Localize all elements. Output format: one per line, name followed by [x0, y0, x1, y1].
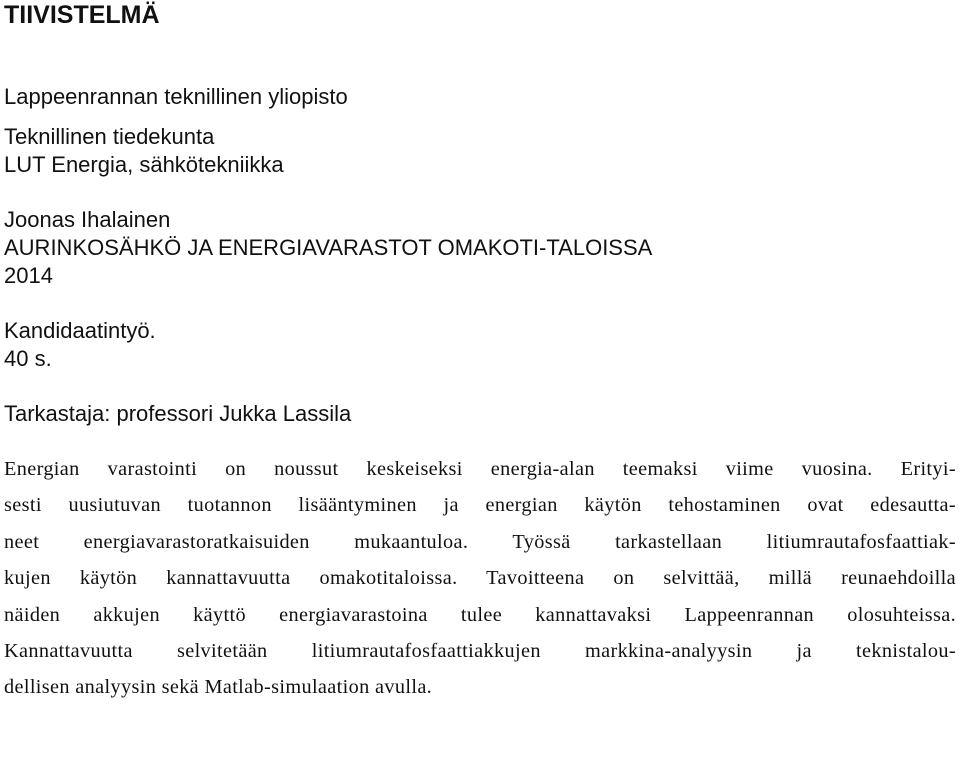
abstract-heading: TIIVISTELMÄ: [4, 1, 160, 29]
abstract-line: Energian varastointi on noussut keskeiseksi energia-alan teemaksi viime vuosina. Erityi-: [4, 458, 956, 480]
thesis-year: 2014: [4, 263, 53, 288]
abstract-line: Kannattavuutta selvitetään litiumrautafosfaattiakkujen markkina-analyysin ja teknistalou-: [4, 640, 956, 663]
abstract-line: neet energiavarastoratkaisuiden mukaantuloa. Työssä tarkastellaan litiumrautafosfaattiak-: [4, 530, 956, 553]
examiner: Tarkastaja: professori Jukka Lassila: [4, 401, 352, 426]
thesis-type: Kandidaatintyö.: [4, 318, 156, 343]
abstract-line: dellisen analyysin sekä Matlab-simulaation avulla.: [4, 676, 433, 699]
abstract-body: [4, 451, 956, 706]
faculty-name: Teknillinen tiedekunta: [4, 124, 215, 149]
thesis-title: AURINKOSÄHKÖ JA ENERGIAVARASTOT OMAKOTI-TALOISSA: [4, 235, 653, 260]
abstract-line: kujen käytön kannattavuutta omakotitaloissa. Tavoitteena on selvittää, millä reunaehdoilla: [4, 567, 956, 590]
university-name: Lappeenrannan teknillinen yliopisto: [4, 84, 348, 109]
author-name: Joonas Ihalainen: [4, 207, 171, 232]
department-name: LUT Energia, sähkötekniikka: [4, 152, 284, 177]
page-count: 40 s.: [4, 346, 52, 371]
abstract-line: sesti uusiutuvan tuotannon lisääntyminen ja energian käytön tehostaminen ovat edesautta-: [4, 494, 956, 517]
abstract-line: näiden akkujen käyttö energiavarastoina tulee kannattavaksi Lappeenrannan olosuhteissa.: [4, 603, 956, 626]
